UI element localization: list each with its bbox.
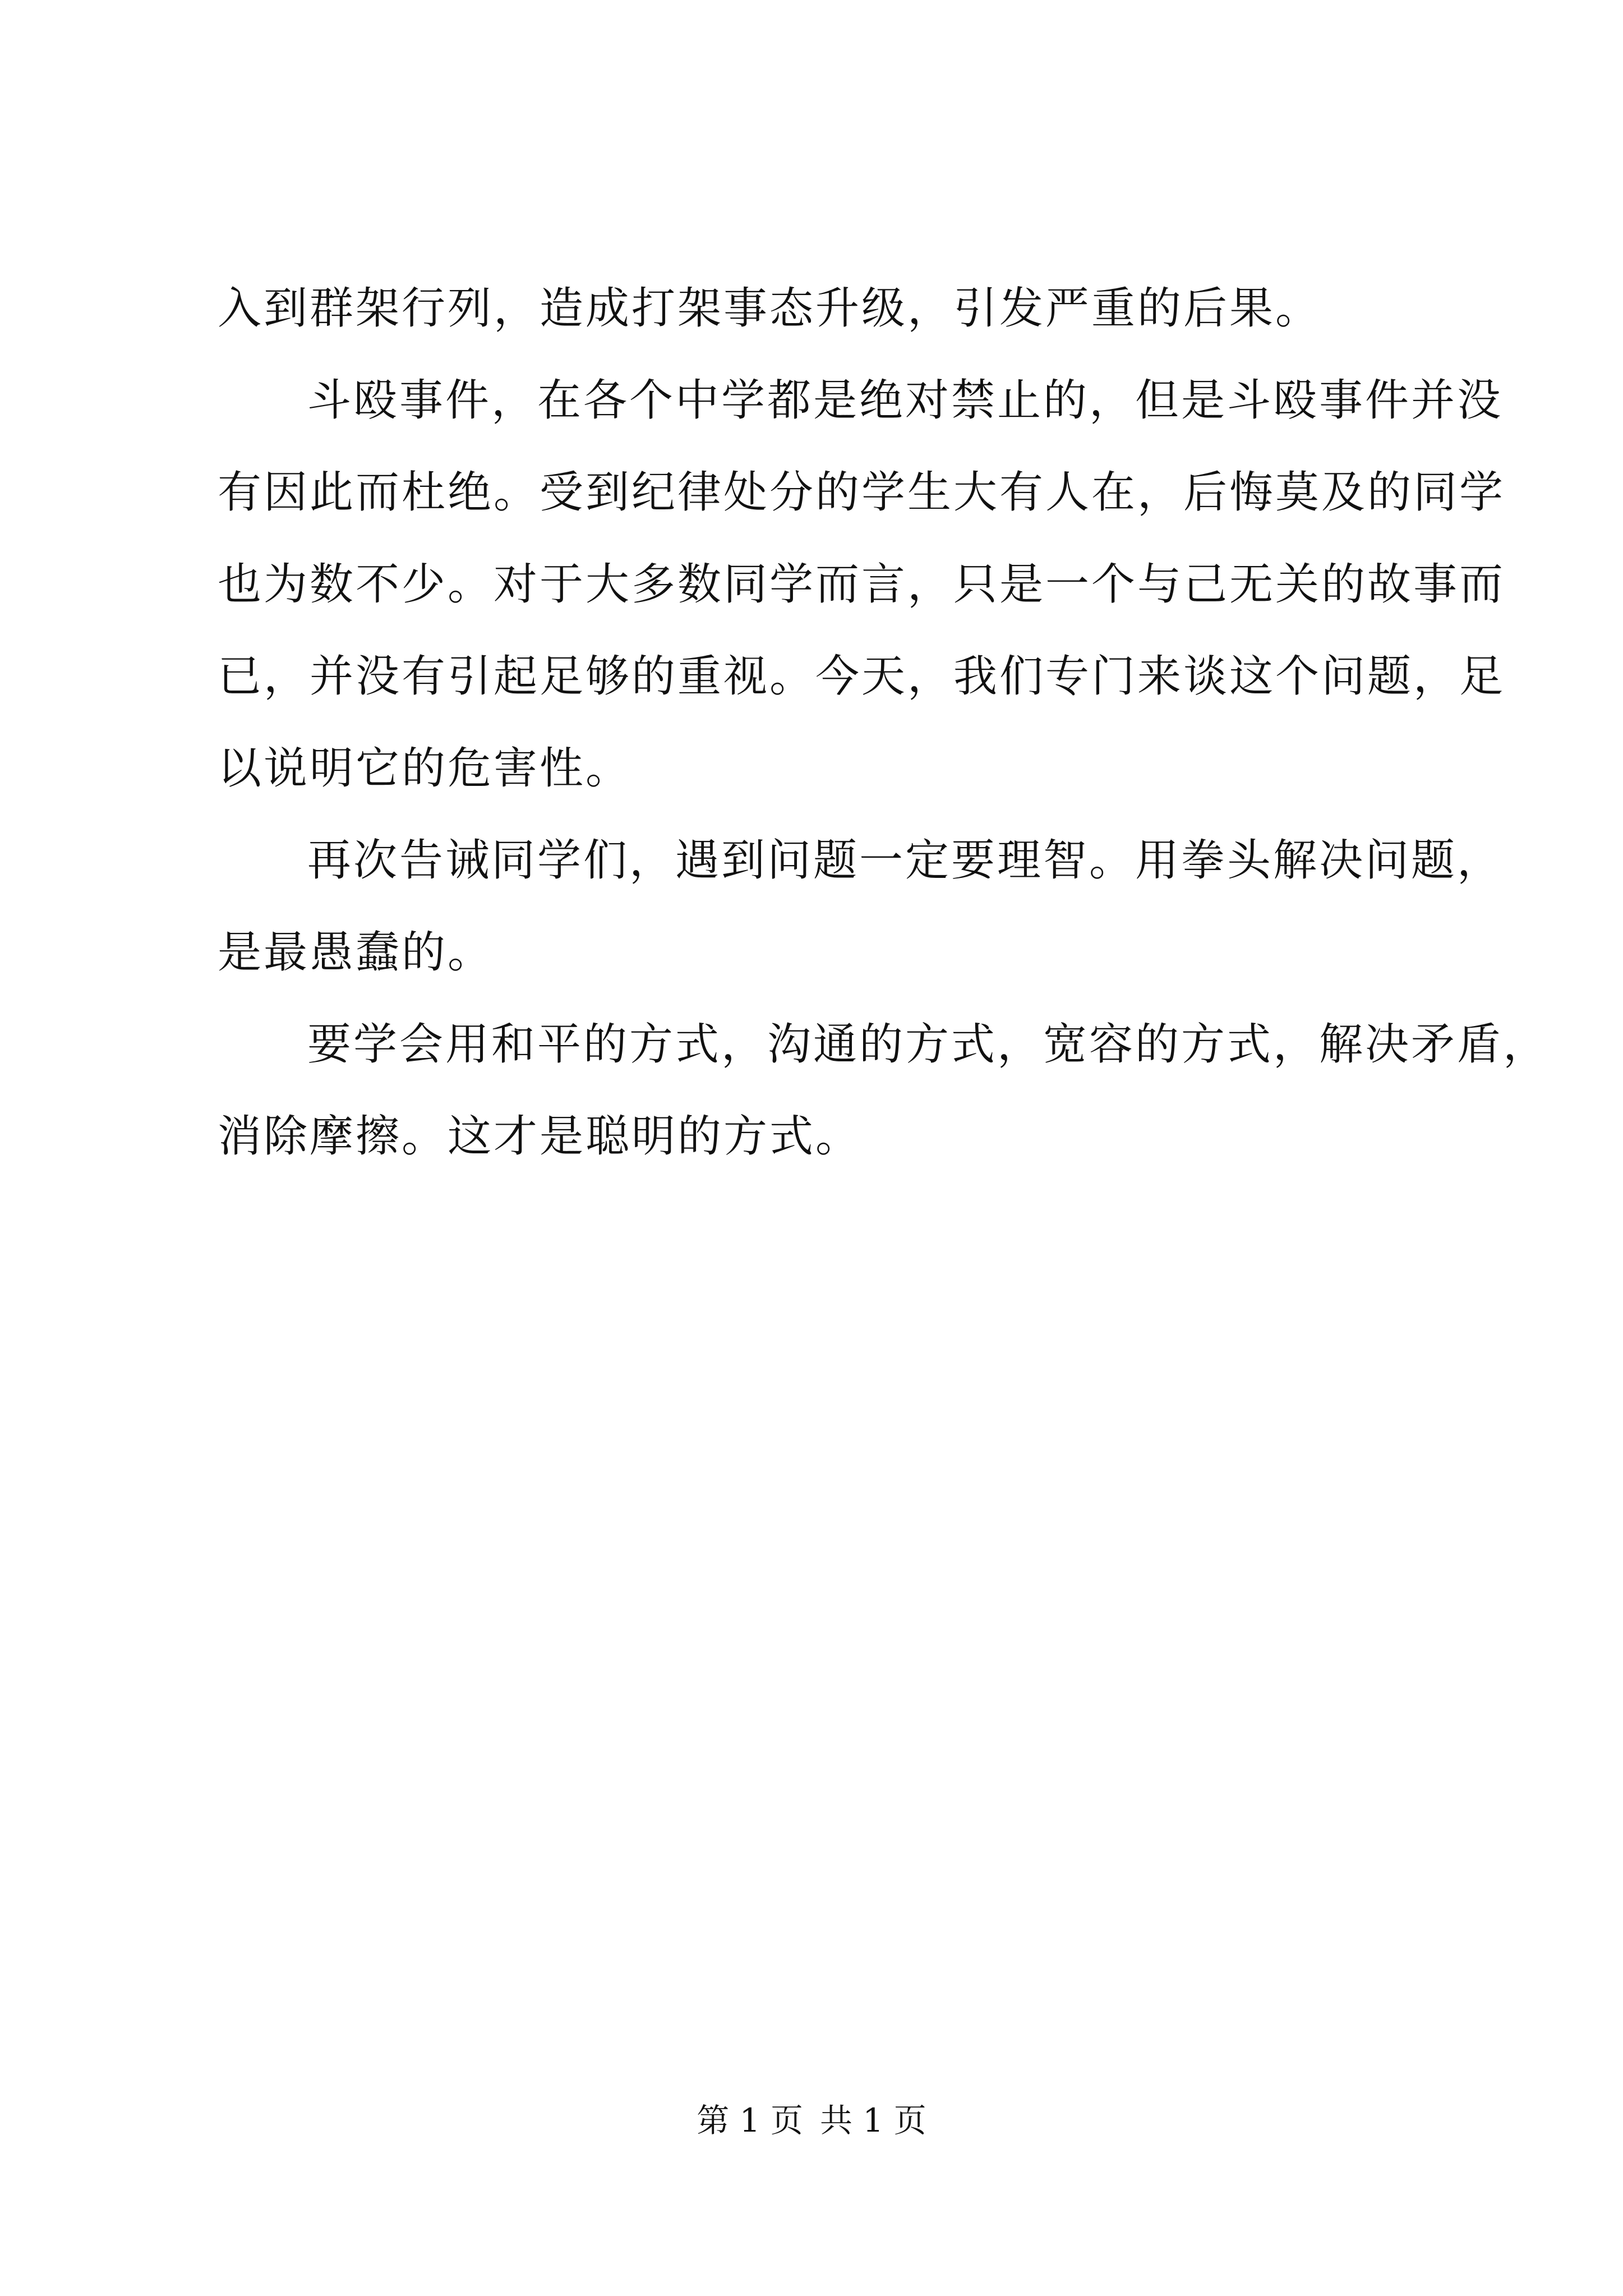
text-line: 入到群架行列，造成打架事态升级，引发严重的后果。 <box>218 283 1322 334</box>
text-line: 已，并没有引起足够的重视。今天，我们专门来谈这个问题，足 <box>218 651 1506 702</box>
paragraph-first-line: 再次告诫同学们，遇到问题一定要理智。用拳头解决问题， <box>307 835 1504 886</box>
page-footer <box>0 2098 1623 2143</box>
page-number: 第 1 页 <box>697 2101 803 2139</box>
text-line: 也为数不少。对于大多数同学而言，只是一个与己无关的故事而 <box>218 559 1506 610</box>
text-line: 消除摩擦。这才是聪明的方式。 <box>218 1111 862 1162</box>
paragraph-first-line: 斗殴事件，在各个中学都是绝对禁止的，但是斗殴事件并没 <box>307 375 1504 426</box>
text-line: 是最愚蠢的。 <box>218 927 494 978</box>
page-total: 共 1 页 <box>820 2101 926 2139</box>
paragraph-first-line: 要学会用和平的方式，沟通的方式，宽容的方式，解决矛盾， <box>307 1019 1550 1070</box>
body-text <box>218 263 1550 1182</box>
text-line: 以说明它的危害性。 <box>218 743 632 794</box>
text-line: 有因此而杜绝。受到纪律处分的学生大有人在，后悔莫及的同学 <box>218 467 1506 518</box>
